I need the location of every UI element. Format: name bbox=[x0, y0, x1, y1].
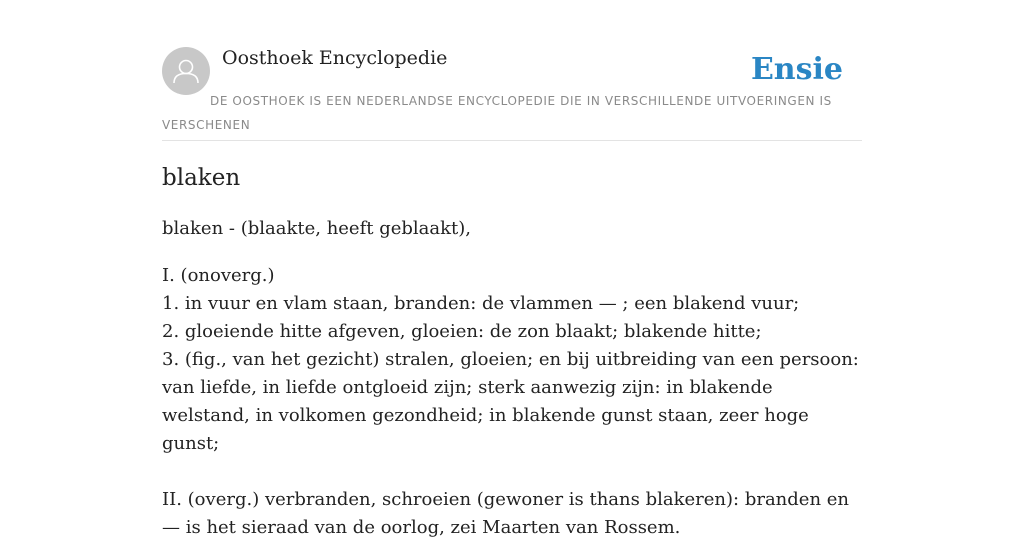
source-header bbox=[162, 44, 862, 141]
entry-title: blaken bbox=[162, 165, 241, 191]
entry-body bbox=[162, 215, 862, 542]
entry-line: I. (onoverg.) bbox=[162, 265, 275, 286]
entry-lead: blaken - (blaakte, heeft geblaakt), bbox=[162, 218, 472, 239]
entry-line: 2. gloeiende hitte afgeven, gloeien: de zon blaakt; blakende hitte; bbox=[162, 321, 762, 342]
entry-line: 1. in vuur en vlam staan, branden: de vlammen — ; een blakend vuur; bbox=[162, 293, 800, 314]
user-icon[interactable] bbox=[162, 47, 210, 95]
source-description: DE OOSTHOEK IS EEN NEDERLANDSE ENCYCLOPEDIE DIE IN VERSCHILLENDE UITVOERINGEN IS VERSCHENEN bbox=[162, 94, 832, 132]
source-title[interactable]: Oosthoek Encyclopedie bbox=[222, 47, 448, 69]
entry-line: 3. (fig., van het gezicht) stralen, gloeien; en bij uitbreiding van een persoon: van liefde, in liefde ontgloeid zijn; sterk aanwezig zijn: in blakende welstand, in volkomen gezondheid; in blakende gunst staan, zeer hoge gunst; bbox=[162, 349, 859, 454]
paragraph-gap bbox=[162, 458, 862, 486]
entry-line: II. (overg.) verbranden, schroeien (gewoner is thans blakeren): branden en — is het sieraad van de oorlog, zei Maarten van Rossem. bbox=[162, 489, 850, 538]
ensie-logo[interactable]: Ensie bbox=[750, 52, 843, 87]
